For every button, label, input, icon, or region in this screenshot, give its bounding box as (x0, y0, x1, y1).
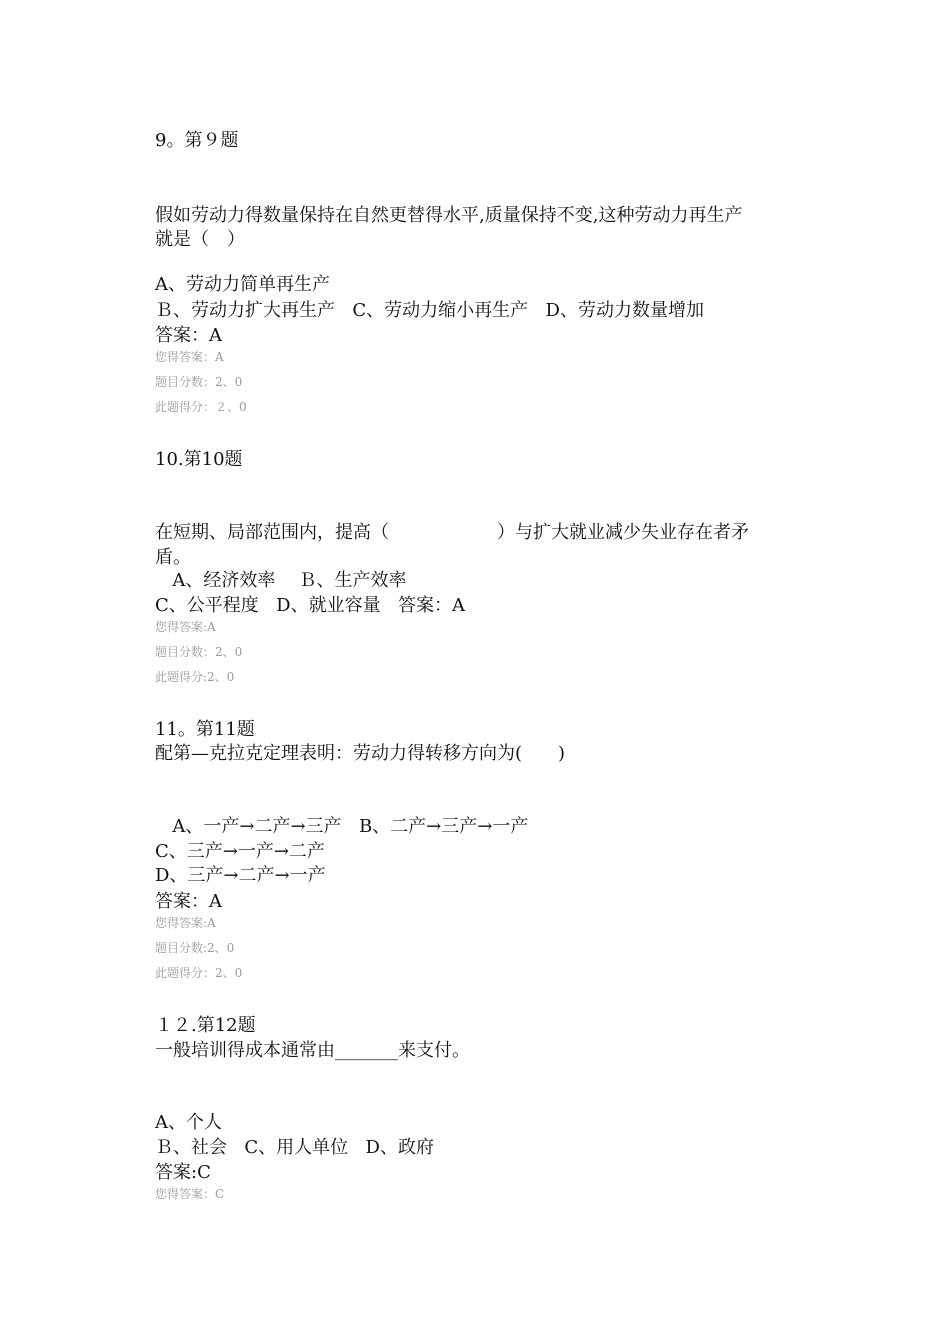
question-12-header: １２.第12题 (155, 1015, 256, 1036)
question-9-answer: 答案：A (155, 325, 222, 346)
question-10-stem-line-1: 在短期、局部范围内，提高（ ）与扩大就业减少失业存在者矛 (155, 522, 749, 543)
question-9-option-a: A、劳动力简单再生产 (155, 274, 330, 295)
question-11-header: 11。第11题 (155, 719, 255, 740)
question-11-stem: 配第—克拉克定理表明：劳动力得转移方向为( ) (155, 743, 566, 764)
question-11-earned: 此题得分：2、0 (155, 966, 243, 980)
question-11-answer: 答案：A (155, 891, 222, 912)
question-9-header: 9。第９题 (155, 130, 239, 151)
question-9-options-bcd: Ｂ、劳动力扩大再生产ﾠC、劳动力缩小再生产ﾠD、劳动力数量增加 (155, 300, 704, 321)
question-11-option-d: D、三产→二产→一产 (155, 865, 326, 886)
question-12-answer: 答案:C (155, 1162, 211, 1183)
question-9-your-answer: 您得答案：A (155, 350, 224, 364)
question-12-your-answer: 您得答案：C (155, 1187, 225, 1201)
question-10-header: 10.第10题 (155, 449, 243, 470)
question-11-option-c: C、三产→一产→二产 (155, 841, 325, 862)
question-10-earned: 此题得分:2、0 (155, 670, 235, 684)
question-10-score: 题目分数：2、0 (155, 645, 243, 659)
question-11-your-answer: 您得答案:A (155, 916, 216, 930)
question-9-stem-line-2: 就是（ ） (155, 229, 245, 250)
question-10-your-answer: 您得答案:A (155, 620, 216, 634)
question-9-score: 题目分数：2、0 (155, 375, 243, 389)
question-10-options-cd-answer: C、公平程度ﾠD、就业容量ﾠ答案：A (155, 595, 465, 616)
question-11-options-ab: ﾠA、一产→二产→三产ﾠB、二产→三产→一产 (155, 816, 529, 837)
question-10-stem-line-2: 盾。 (155, 547, 191, 568)
question-9-earned: 此题得分：２、0 (155, 400, 247, 414)
question-9-stem-line-1: 假如劳动力得数量保持在自然更替得水平,质量保持不变,这种劳动力再生产 (155, 205, 743, 226)
question-12-stem: 一般培训得成本通常由_______来支付。 (155, 1040, 470, 1061)
question-10-options-ab: ﾠA、经济效率 ﾠＢ、生产效率 (155, 570, 407, 591)
question-11-score: 题目分数:2、0 (155, 941, 235, 955)
question-12-options-bcd: Ｂ、社会ﾠC、用人单位ﾠD、政府 (155, 1137, 434, 1158)
question-12-option-a: A、个人 (155, 1112, 222, 1133)
